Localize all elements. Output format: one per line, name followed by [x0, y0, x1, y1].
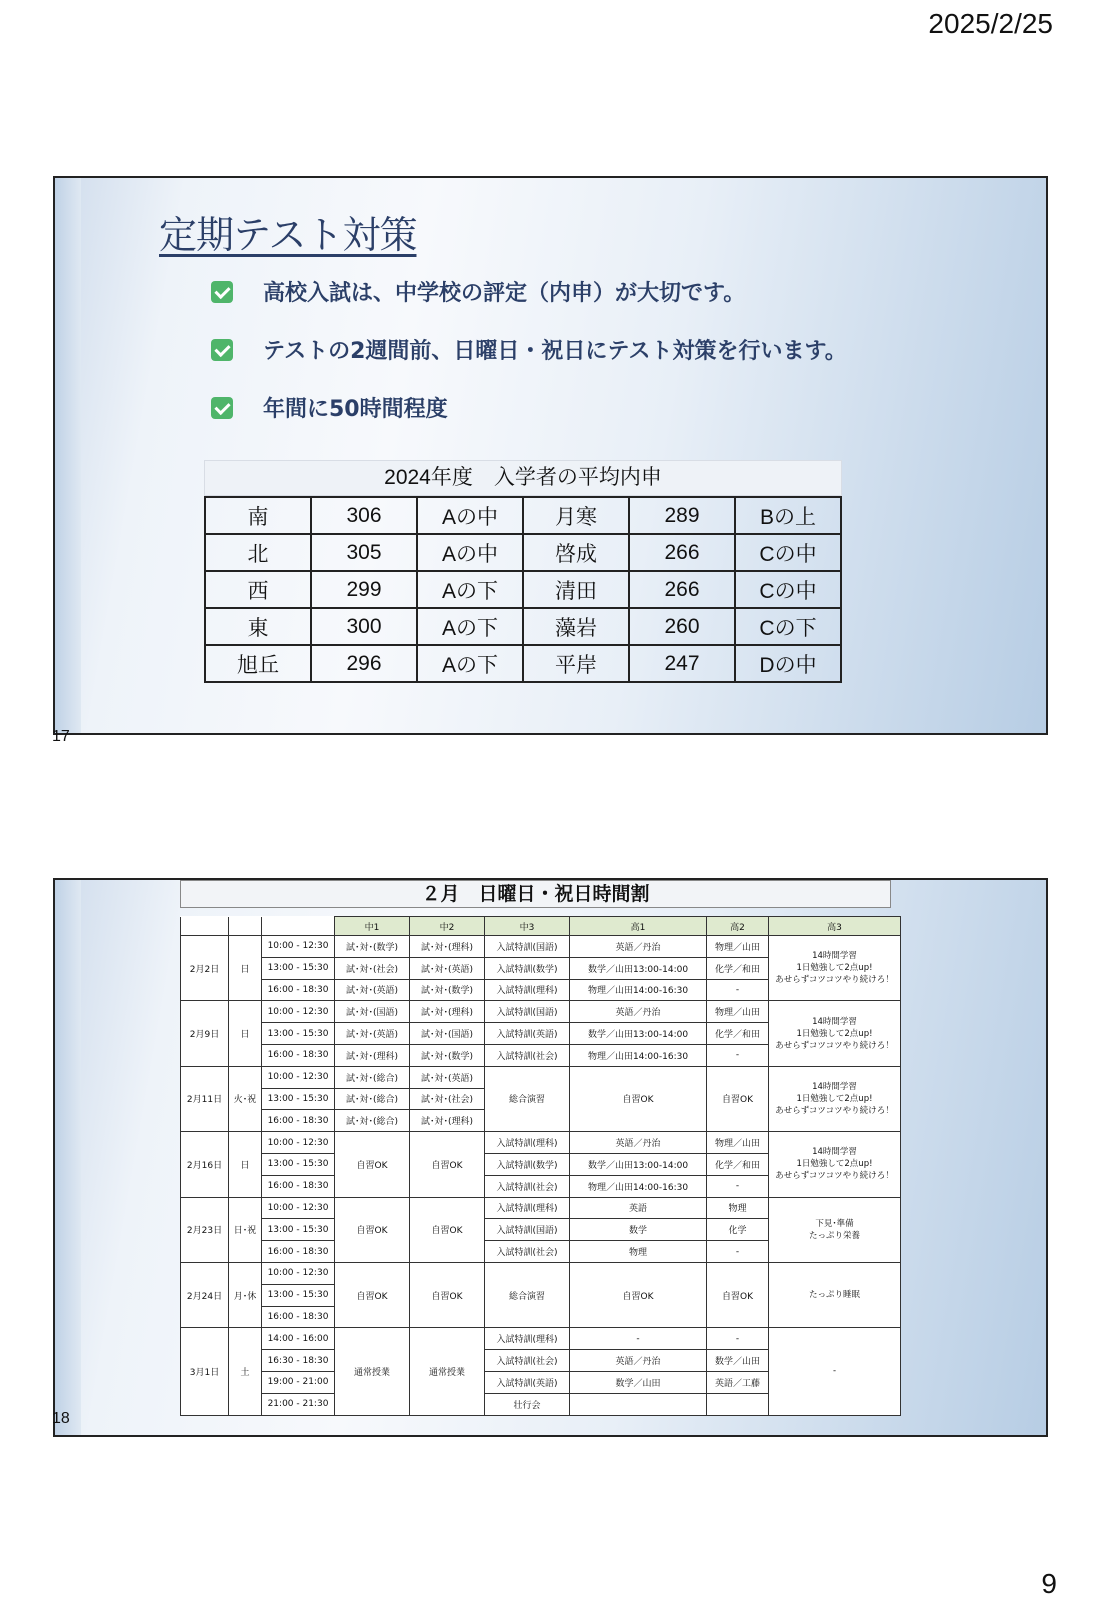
slide-18 [53, 878, 1048, 1437]
timetable-title: ２月 日曜日・祝日時間割 [180, 880, 891, 908]
time-cell: 13:00 - 15:30 [262, 1088, 335, 1110]
bullet-text: 年間に50時間程度 [263, 397, 448, 422]
time-cell: 16:00 - 18:30 [262, 979, 335, 1001]
column-header: 高1 [570, 917, 707, 936]
class-cell: 入試特訓(数学) [485, 1153, 570, 1175]
note-cell [769, 936, 901, 1001]
class-cell: 自習OK [707, 1262, 769, 1327]
table-cell: Cの中 [735, 571, 841, 608]
table-cell: 300 [311, 608, 417, 645]
class-cell: 入試特訓(数学) [485, 957, 570, 979]
note-line: 14時間学習 [812, 951, 857, 962]
class-cell: 数学／山田13:00-14:00 [570, 957, 707, 979]
class-cell: 物理 [707, 1197, 769, 1219]
table-cell: 月寒 [523, 497, 629, 534]
time-cell: 13:00 - 15:30 [262, 1284, 335, 1306]
class-cell: 英語／丹治 [570, 1132, 707, 1154]
table-cell: 南 [205, 497, 311, 534]
header-row [181, 917, 901, 936]
class-cell: 入試特訓(理科) [485, 1197, 570, 1219]
class-cell [707, 1393, 769, 1415]
note-line: - [832, 1366, 837, 1377]
table-cell: Aの中 [417, 534, 523, 571]
class-cell: 入試特訓(理科) [485, 1328, 570, 1350]
column-header: 中3 [485, 917, 570, 936]
bullet-item [211, 392, 448, 423]
class-cell: 試･対･(理科) [410, 936, 485, 958]
class-cell: 物理／山田 [707, 1132, 769, 1154]
note-line: 1日勉強して2点up! [796, 1028, 873, 1039]
class-cell: 試･対･(英語) [335, 1023, 410, 1045]
table-cell: 305 [311, 534, 417, 571]
table-cell: 306 [311, 497, 417, 534]
checkbox-checked-icon [211, 281, 233, 303]
class-cell: 英語／丹治 [570, 1350, 707, 1372]
column-header: 高3 [769, 917, 901, 936]
table-row [181, 1132, 901, 1154]
class-cell: 試･対･(数学) [410, 1044, 485, 1066]
class-cell: 数学／山田13:00-14:00 [570, 1153, 707, 1175]
note-line: たっぷり睡眠 [808, 1290, 860, 1301]
class-cell: 入試特訓(社会) [485, 1044, 570, 1066]
class-cell: 総合演習 [485, 1066, 570, 1131]
class-cell: 試･対･(社会) [335, 957, 410, 979]
table-cell: 266 [629, 534, 735, 571]
table-row [181, 936, 901, 958]
table-cell: 北 [205, 534, 311, 571]
class-cell: 入試特訓(国語) [485, 1001, 570, 1023]
table-cell: 299 [311, 571, 417, 608]
class-cell: 試･対･(総合) [335, 1110, 410, 1132]
class-cell: 試･対･(数学) [410, 979, 485, 1001]
class-cell: 入試特訓(理科) [485, 1132, 570, 1154]
slide-number: 17 [52, 728, 70, 745]
slide-17 [53, 176, 1048, 735]
note-cell [769, 1132, 901, 1197]
class-cell: 試･対･(総合) [335, 1066, 410, 1088]
class-cell: 試･対･(英語) [410, 957, 485, 979]
class-cell: 自習OK [410, 1132, 485, 1197]
note-cell [769, 1328, 901, 1415]
class-cell: 試･対･(英語) [410, 1066, 485, 1088]
class-cell [570, 1393, 707, 1415]
table-cell: Aの下 [417, 608, 523, 645]
slide-title: 定期テスト対策 [159, 213, 417, 257]
class-cell: 試･対･(総合) [335, 1088, 410, 1110]
class-cell: 自習OK [570, 1066, 707, 1131]
class-cell: 壮行会 [485, 1393, 570, 1415]
time-cell: 14:00 - 16:00 [262, 1328, 335, 1350]
class-cell: 自習OK [570, 1262, 707, 1327]
class-cell: 総合演習 [485, 1262, 570, 1327]
class-cell: 試･対･(理科) [335, 1044, 410, 1066]
time-cell: 10:00 - 12:30 [262, 1132, 335, 1154]
column-header: 中2 [410, 917, 485, 936]
table-cell: Aの下 [417, 645, 523, 682]
note-line: 14時間学習 [812, 1147, 857, 1158]
day-cell: 日 [229, 1001, 262, 1066]
class-cell: - [707, 979, 769, 1001]
note-line: たっぷり栄養 [808, 1230, 860, 1241]
slide-decoration [55, 178, 81, 733]
class-cell: 英語／丹治 [570, 936, 707, 958]
table-cell: Aの下 [417, 571, 523, 608]
timetable [180, 916, 901, 1416]
note-cell [769, 1262, 901, 1327]
time-cell: 21:00 - 21:30 [262, 1393, 335, 1415]
note-cell [769, 1197, 901, 1262]
class-cell: 化学 [707, 1219, 769, 1241]
table-title: 2024年度 入学者の平均内申 [204, 460, 842, 496]
class-cell: 入試特訓(社会) [485, 1350, 570, 1372]
column-header: 高2 [707, 917, 769, 936]
class-cell: 通常授業 [410, 1328, 485, 1415]
class-cell: 英語 [570, 1197, 707, 1219]
table-row [181, 1197, 901, 1219]
day-cell: 日 [229, 1132, 262, 1197]
class-cell: 試･対･(数学) [335, 936, 410, 958]
table-cell: 東 [205, 608, 311, 645]
note-line: 1日勉強して2点up! [796, 1159, 873, 1170]
table-cell: 296 [311, 645, 417, 682]
table-row [181, 1001, 901, 1023]
day-cell: 日･祝 [229, 1197, 262, 1262]
day-cell: 月･休 [229, 1262, 262, 1327]
checkbox-checked-icon [211, 397, 233, 419]
table-row [181, 1066, 901, 1088]
class-cell: - [707, 1175, 769, 1197]
class-cell: 試･対･(社会) [410, 1088, 485, 1110]
class-cell: 自習OK [335, 1262, 410, 1327]
bullet-text: 高校入試は、中学校の評定（内申）が大切です。 [263, 281, 746, 306]
time-cell: 16:00 - 18:30 [262, 1044, 335, 1066]
class-cell: - [570, 1328, 707, 1350]
class-cell: - [707, 1328, 769, 1350]
class-cell: 物理／山田 [707, 936, 769, 958]
class-cell: 化学／和田 [707, 957, 769, 979]
day-cell: 土 [229, 1328, 262, 1415]
time-cell: 16:00 - 18:30 [262, 1306, 335, 1328]
table-cell: 平岸 [523, 645, 629, 682]
table-cell: 旭丘 [205, 645, 311, 682]
table-row [181, 1262, 901, 1284]
table-row [181, 1328, 901, 1350]
note-line: 1日勉強して2点up! [796, 963, 873, 974]
table-cell: Dの中 [735, 645, 841, 682]
table-cell: 西 [205, 571, 311, 608]
table-row [205, 571, 841, 608]
day-cell: 日 [229, 936, 262, 1001]
table-cell: Aの中 [417, 497, 523, 534]
note-cell [769, 1001, 901, 1066]
class-cell: 試･対･(理科) [410, 1001, 485, 1023]
time-cell: 16:30 - 18:30 [262, 1350, 335, 1372]
table-cell: 啓成 [523, 534, 629, 571]
date-cell: 2月23日 [181, 1197, 229, 1262]
class-cell: 自習OK [335, 1132, 410, 1197]
time-cell: 10:00 - 12:30 [262, 936, 335, 958]
class-cell: - [707, 1241, 769, 1263]
class-cell: 数学 [570, 1219, 707, 1241]
table-cell: 藻岩 [523, 608, 629, 645]
note-line: 下見･準備 [815, 1218, 854, 1229]
page-number: 9 [1041, 1568, 1057, 1599]
note-line: 14時間学習 [812, 1081, 857, 1092]
table-row [205, 608, 841, 645]
time-cell: 13:00 - 15:30 [262, 1153, 335, 1175]
header-blank-cell [229, 917, 262, 936]
class-cell: 入試特訓(英語) [485, 1371, 570, 1393]
table-cell: Bの上 [735, 497, 841, 534]
class-cell: 自習OK [335, 1197, 410, 1262]
class-cell: 試･対･(理科) [410, 1110, 485, 1132]
slide-number: 18 [52, 1410, 70, 1427]
class-cell: 自習OK [707, 1066, 769, 1131]
class-cell: 数学／山田 [570, 1371, 707, 1393]
date-cell: 2月11日 [181, 1066, 229, 1131]
class-cell: 試･対･(国語) [335, 1001, 410, 1023]
table-cell: Cの中 [735, 534, 841, 571]
class-cell: 入試特訓(国語) [485, 1219, 570, 1241]
class-cell: 化学／和田 [707, 1023, 769, 1045]
date-cell: 3月1日 [181, 1328, 229, 1415]
class-cell: 化学／和田 [707, 1153, 769, 1175]
table-cell: 247 [629, 645, 735, 682]
class-cell: 物理 [570, 1241, 707, 1263]
date-cell: 2月24日 [181, 1262, 229, 1327]
class-cell: 試･対･(英語) [335, 979, 410, 1001]
class-cell: 入試特訓(理科) [485, 979, 570, 1001]
column-header: 中1 [335, 917, 410, 936]
table-cell: 清田 [523, 571, 629, 608]
date-cell: 2月16日 [181, 1132, 229, 1197]
table-cell: 289 [629, 497, 735, 534]
note-line: 14時間学習 [812, 1016, 857, 1027]
day-cell: 火･祝 [229, 1066, 262, 1131]
note-line: あせらずコツコツやり続けろ！ [775, 1105, 894, 1116]
class-cell: 物理／山田14:00-16:30 [570, 979, 707, 1001]
class-cell: 英語／丹治 [570, 1001, 707, 1023]
time-cell: 13:00 - 15:30 [262, 1023, 335, 1045]
class-cell: 自習OK [410, 1262, 485, 1327]
table-row [205, 534, 841, 571]
table-row [205, 645, 841, 682]
slide-decoration [55, 880, 81, 1435]
bullet-text: テストの2週間前、日曜日・祝日にテスト対策を行います。 [263, 339, 847, 364]
note-line: あせらずコツコツやり続けろ！ [775, 1171, 894, 1182]
class-cell: 数学／山田13:00-14:00 [570, 1023, 707, 1045]
note-line: 1日勉強して2点up! [796, 1093, 873, 1104]
time-cell: 19:00 - 21:00 [262, 1371, 335, 1393]
time-cell: 13:00 - 15:30 [262, 957, 335, 979]
header-date: 2025/2/25 [928, 8, 1053, 39]
time-cell: 10:00 - 12:30 [262, 1001, 335, 1023]
time-cell: 10:00 - 12:30 [262, 1197, 335, 1219]
header-blank-cell [262, 917, 335, 936]
note-line: あせらずコツコツやり続けろ！ [775, 975, 894, 986]
note-line: あせらずコツコツやり続けろ！ [775, 1040, 894, 1051]
class-cell: 数学／山田 [707, 1350, 769, 1372]
date-cell: 2月2日 [181, 936, 229, 1001]
time-cell: 16:00 - 18:30 [262, 1241, 335, 1263]
time-cell: 16:00 - 18:30 [262, 1110, 335, 1132]
naishin-table [204, 496, 842, 683]
class-cell: 試･対･(国語) [410, 1023, 485, 1045]
bullet-item [211, 276, 745, 307]
class-cell: 通常授業 [335, 1328, 410, 1415]
header-blank-cell [181, 917, 229, 936]
time-cell: 16:00 - 18:30 [262, 1175, 335, 1197]
class-cell: - [707, 1044, 769, 1066]
class-cell: 物理／山田14:00-16:30 [570, 1044, 707, 1066]
table-row [205, 497, 841, 534]
time-cell: 10:00 - 12:30 [262, 1066, 335, 1088]
note-cell [769, 1066, 901, 1131]
table-cell: Cの下 [735, 608, 841, 645]
bullet-item [211, 334, 847, 365]
time-cell: 10:00 - 12:30 [262, 1262, 335, 1284]
class-cell: 入試特訓(国語) [485, 936, 570, 958]
class-cell: 物理／山田 [707, 1001, 769, 1023]
date-cell: 2月9日 [181, 1001, 229, 1066]
table-cell: 266 [629, 571, 735, 608]
class-cell: 入試特訓(社会) [485, 1241, 570, 1263]
class-cell: 物理／山田14:00-16:30 [570, 1175, 707, 1197]
class-cell: 入試特訓(英語) [485, 1023, 570, 1045]
class-cell: 英語／工藤 [707, 1371, 769, 1393]
class-cell: 入試特訓(社会) [485, 1175, 570, 1197]
class-cell: 自習OK [410, 1197, 485, 1262]
checkbox-checked-icon [211, 339, 233, 361]
time-cell: 13:00 - 15:30 [262, 1219, 335, 1241]
table-cell: 260 [629, 608, 735, 645]
